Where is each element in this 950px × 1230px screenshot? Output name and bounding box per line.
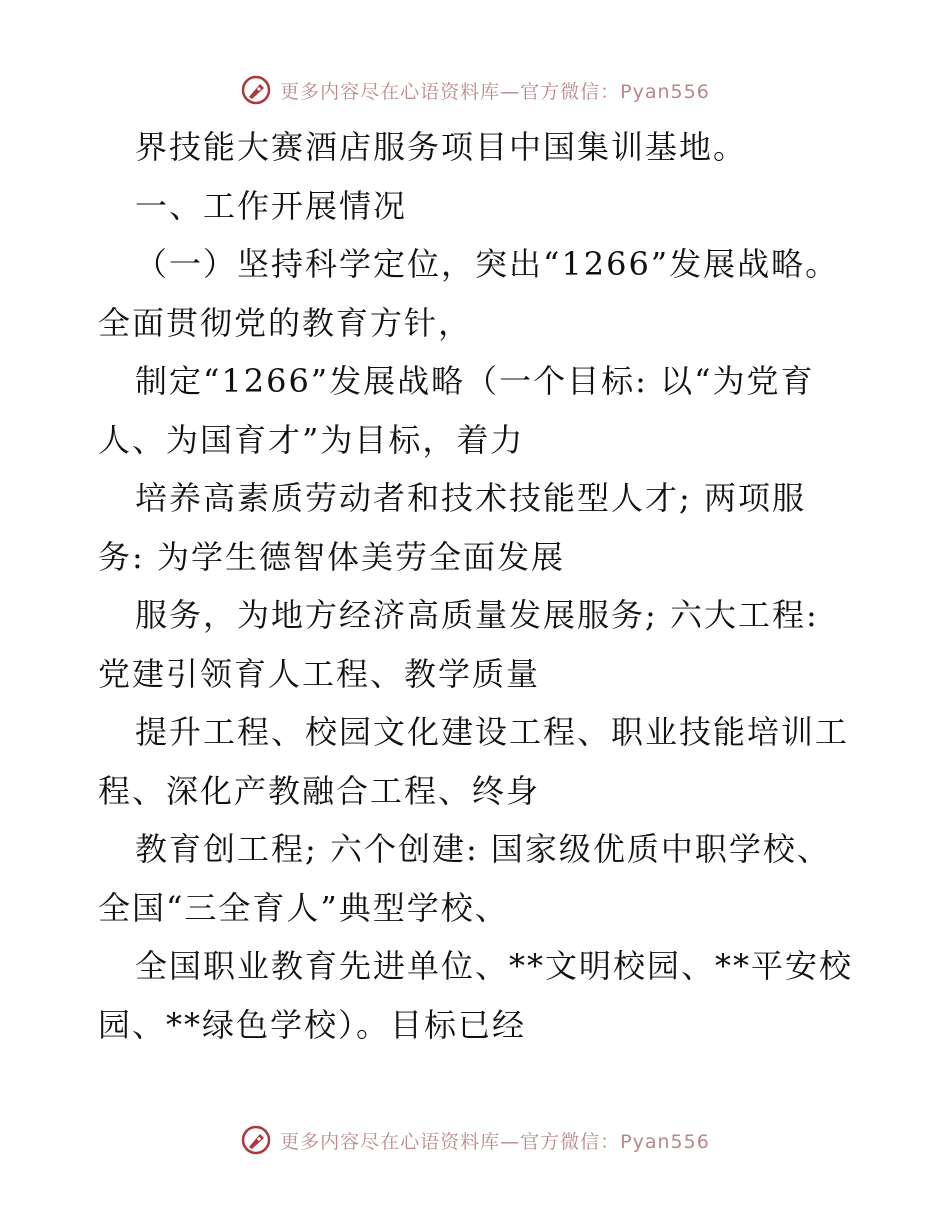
body-line: 培养高素质劳动者和技术技能型人才; 两项服 bbox=[135, 479, 806, 517]
body-line: 提升工程、校园文化建设工程、职业技能培训工 bbox=[135, 713, 850, 751]
body-line: 全面贯彻党的教育方针， bbox=[98, 303, 473, 342]
body-line: 服务，为地方经济高质量发展服务; 六大工程: bbox=[135, 596, 819, 634]
watermark-text: 更多内容尽在心语资料库—官方微信：Pyan556 bbox=[280, 80, 710, 103]
body-line: 程、深化产教融合工程、终身 bbox=[98, 771, 541, 810]
body-line: 园、**绿色学校）。目标已经 bbox=[98, 1005, 527, 1044]
body-line: 人、为国育才”为目标，着力 bbox=[98, 420, 525, 459]
body-line: 全国职业教育先进单位、**文明校园、**平安校 bbox=[135, 947, 854, 985]
body-line: 界技能大赛酒店服务项目中国集训基地。 bbox=[135, 128, 748, 166]
document-body bbox=[98, 118, 858, 1054]
body-line: 全国“三全育人”典型学校、 bbox=[98, 888, 509, 927]
body-line: 教育创工程; 六个创建: 国家级优质中职学校、 bbox=[135, 830, 831, 868]
watermark-footer bbox=[0, 1120, 950, 1160]
pen-nib-logo-icon bbox=[240, 74, 272, 106]
pen-nib-logo-icon bbox=[240, 1124, 272, 1156]
watermark-header bbox=[0, 70, 950, 110]
body-line: 党建引领育人工程、教学质量 bbox=[98, 654, 541, 693]
body-line: 制定“1266”发展战略（一个目标: 以“为党育 bbox=[135, 362, 815, 400]
watermark-text: 更多内容尽在心语资料库—官方微信：Pyan556 bbox=[280, 1130, 710, 1153]
section-heading: 一、工作开展情况 bbox=[135, 186, 408, 225]
body-line: 务: 为学生德智体美劳全面发展 bbox=[98, 537, 565, 576]
body-line: （一）坚持科学定位，突出“1266”发展战略。 bbox=[135, 245, 840, 283]
